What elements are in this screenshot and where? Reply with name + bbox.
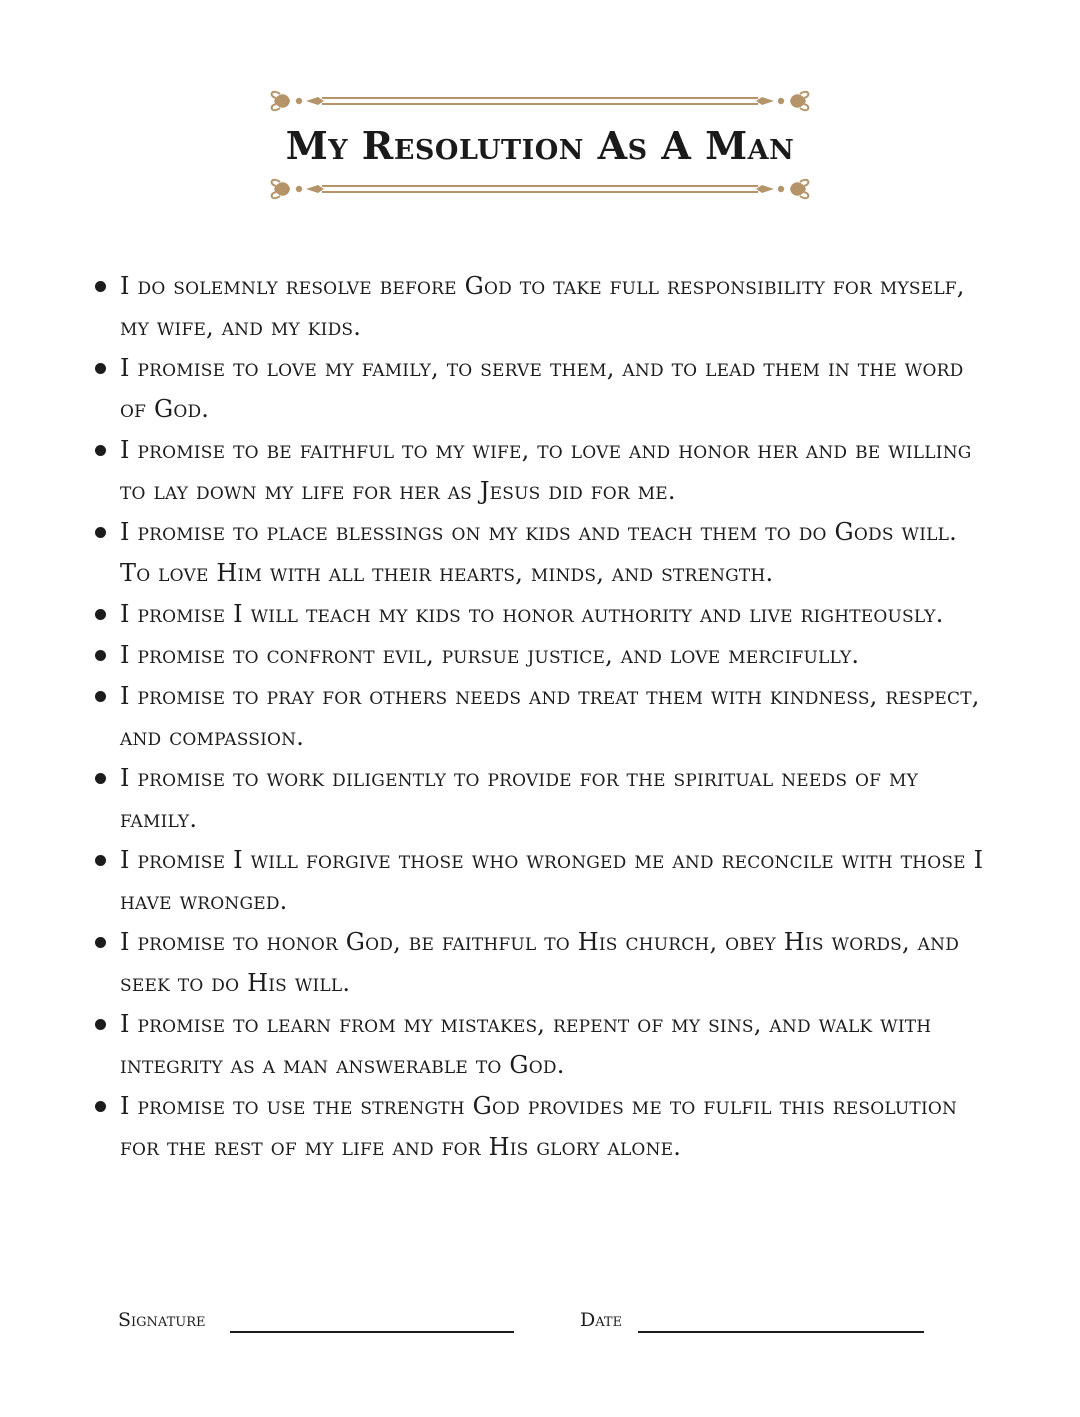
resolution-text: I promise I will teach my kids to honor authority and live righteously. bbox=[120, 600, 944, 628]
bullet-icon bbox=[95, 650, 106, 661]
resolution-text: I promise to use the strength God provides me to fulfil this resolution for the rest of my life and for His glory alone. bbox=[120, 1092, 958, 1161]
list-item bbox=[90, 1086, 990, 1168]
resolution-text: I promise to place blessings on my kids and teach them to do Gods will. To love Him with all their hearts, minds, and strength. bbox=[120, 518, 957, 587]
resolution-text: I do solemnly resolve before God to take full responsibility for myself, my wife, and my kids. bbox=[120, 272, 965, 341]
list-item bbox=[90, 348, 990, 430]
signature-line[interactable] bbox=[230, 1331, 514, 1333]
bullet-icon bbox=[95, 855, 106, 866]
bullet-icon bbox=[95, 609, 106, 620]
bullet-icon bbox=[95, 363, 106, 374]
title-header bbox=[270, 84, 810, 204]
list-item bbox=[90, 758, 990, 840]
bottom-ornament-divider bbox=[270, 172, 810, 206]
bullet-icon bbox=[95, 691, 106, 702]
resolution-text: I promise to learn from my mistakes, repent of my sins, and walk with integrity as a man answerable to God. bbox=[120, 1010, 932, 1079]
resolution-text: I promise to pray for others needs and treat them with kindness, respect, and compassion. bbox=[120, 682, 980, 751]
list-item bbox=[90, 840, 990, 922]
page-title: My Resolution As A Man bbox=[285, 123, 795, 168]
bullet-icon bbox=[95, 445, 106, 456]
resolution-text: I promise to confront evil, pursue justice, and love mercifully. bbox=[120, 641, 860, 669]
list-item bbox=[90, 594, 990, 635]
list-item bbox=[90, 635, 990, 676]
signature-label: Signature bbox=[118, 1309, 206, 1331]
list-item bbox=[90, 1004, 990, 1086]
date-label: Date bbox=[580, 1309, 623, 1331]
resolution-text: I promise to be faithful to my wife, to love and honor her and be willing to lay down my life for her as Jesus did for me. bbox=[120, 436, 972, 505]
top-ornament-divider bbox=[270, 84, 810, 118]
list-item bbox=[90, 922, 990, 1004]
resolution-text: I promise to honor God, be faithful to His church, obey His words, and seek to do His will. bbox=[120, 928, 960, 997]
signature-footer bbox=[118, 1305, 938, 1345]
list-item bbox=[90, 266, 990, 348]
resolution-text: I promise I will forgive those who wronged me and reconcile with those I have wronged. bbox=[120, 846, 984, 915]
bullet-icon bbox=[95, 937, 106, 948]
list-item bbox=[90, 430, 990, 512]
bullet-icon bbox=[95, 1019, 106, 1030]
bullet-icon bbox=[95, 527, 106, 538]
date-line[interactable] bbox=[638, 1331, 924, 1333]
bullet-icon bbox=[95, 281, 106, 292]
bullet-icon bbox=[95, 1101, 106, 1112]
resolution-list bbox=[90, 266, 990, 1168]
resolution-text: I promise to work diligently to provide for the spiritual needs of my family. bbox=[120, 764, 918, 833]
list-item bbox=[90, 676, 990, 758]
resolution-text: I promise to love my family, to serve them, and to lead them in the word of God. bbox=[120, 354, 964, 423]
bullet-icon bbox=[95, 773, 106, 784]
list-item bbox=[90, 512, 990, 594]
